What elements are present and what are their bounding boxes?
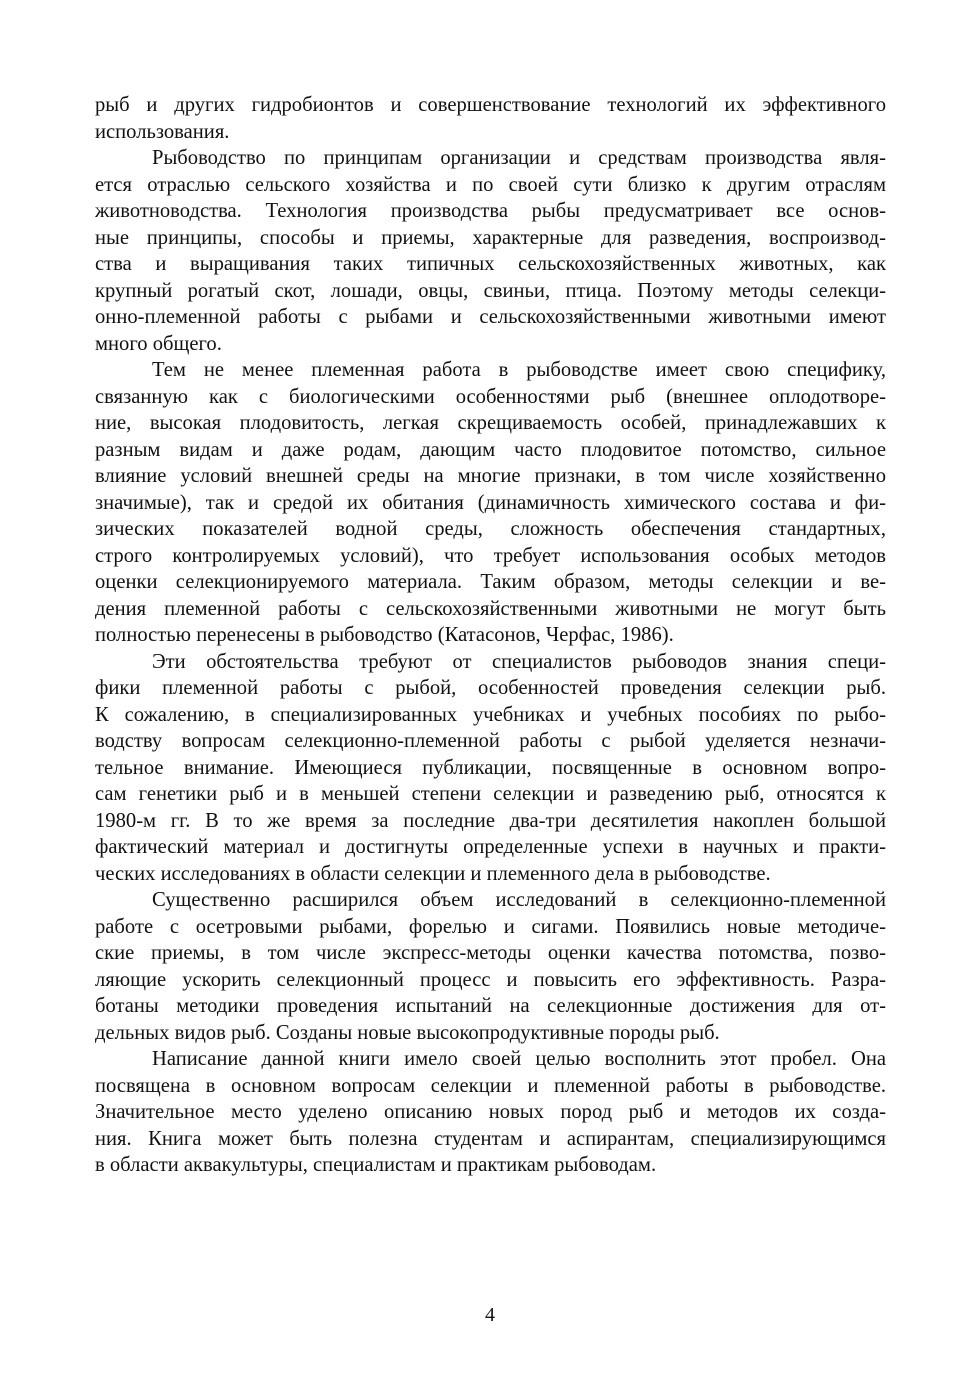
text-line: водству вопросам селекционно-племенной работы с рыбой уделяется незначи- bbox=[95, 730, 886, 752]
text-line: оценки селекционируемого материала. Таким образом, методы селекции и ве- bbox=[95, 571, 886, 593]
text-line: посвящена в основном вопросам селекции и племенной работы в рыбоводстве. bbox=[95, 1074, 886, 1097]
text-line: крупный рогатый скот, лошади, овцы, свиньи, птица. Поэтому методы селекци- bbox=[95, 279, 886, 302]
text-line: дельных видов рыб. Созданы новые высокопродуктивные породы рыб. bbox=[95, 1021, 720, 1044]
body-text bbox=[95, 92, 886, 1179]
paragraph bbox=[95, 1046, 886, 1179]
page-number: 4 bbox=[485, 1304, 495, 1326]
text-line: в области аквакультуры, специалистам и практикам рыбоводам. bbox=[95, 1154, 657, 1176]
text-line: Существенно расширился объем исследований в селекционно-племенной bbox=[152, 889, 886, 911]
text-line: Эти обстоятельства требуют от специалистов рыбоводов знания специ- bbox=[152, 650, 886, 673]
text-line: ства и выращивания таких типичных сельскохозяйственных животных, как bbox=[95, 253, 886, 275]
text-line: полностью перенесены в рыбоводство (Катасонов, Черфас, 1986). bbox=[95, 624, 674, 646]
text-line: много общего. bbox=[95, 332, 222, 355]
text-line: ботаны методики проведения испытаний на селекционные достижения для от- bbox=[95, 995, 886, 1017]
text-line: ния. Книга может быть полезна студентам и аспирантам, специализирующимся bbox=[95, 1127, 886, 1150]
text-line: сам генетики рыб и в меньшей степени селекции и разведению рыб, относятся к bbox=[95, 783, 886, 805]
text-line: значимые), так и средой их обитания (динамичность химического состава и фи- bbox=[95, 491, 886, 514]
text-line: ские приемы, в том числе экспресс-методы оценки качества потомства, позво- bbox=[95, 942, 886, 964]
text-line: использования. bbox=[95, 120, 230, 143]
text-line: рыб и других гидробионтов и совершенствование технологий их эффективного bbox=[95, 94, 886, 116]
text-line: тельное внимание. Имеющиеся публикации, посвященные в основном вопро- bbox=[95, 756, 886, 779]
text-line: разным видам и даже родам, дающим часто плодовитое потомство, сильное bbox=[95, 438, 886, 461]
paragraph bbox=[95, 145, 886, 357]
paragraph bbox=[95, 92, 886, 145]
text-line: фактический материал и достигнуты определенные успехи в научных и практи- bbox=[95, 836, 886, 858]
text-line: связанную как с биологическими особенностями рыб (внешнее оплодотворе- bbox=[95, 385, 886, 408]
text-line: онно-племенной работы с рыбами и сельскохозяйственными животными имеют bbox=[95, 306, 886, 328]
text-line: К сожалению, в специализированных учебниках и учебных пособиях по рыбо- bbox=[95, 703, 886, 726]
text-line: Значительное место уделено описанию новых пород рыб и методов их созда- bbox=[95, 1101, 886, 1123]
text-line: ляющие ускорить селекционный процесс и повысить его эффективность. Разра- bbox=[95, 968, 886, 991]
text-line: зических показателей водной среды, сложность обеспечения стандартных, bbox=[95, 518, 886, 540]
paragraph bbox=[95, 887, 886, 1046]
text-line: Тем не менее племенная работа в рыбоводстве имеет свою специфику, bbox=[152, 359, 886, 381]
text-line: фики племенной работы с рыбой, особенностей проведения селекции рыб. bbox=[95, 677, 886, 699]
text-line: влияние условий внешней среды на многие признаки, в том числе хозяйственно bbox=[95, 465, 886, 487]
text-line: Написание данной книги имело своей целью восполнить этот пробел. Она bbox=[152, 1048, 886, 1070]
text-line: ческих исследованиях в области селекции и племенного дела в рыбоводстве. bbox=[95, 862, 771, 885]
text-line: 1980-м гг. В то же время за последние два-три десятилетия накоплен большой bbox=[95, 809, 886, 832]
text-line: Рыбоводство по принципам организации и средствам производства явля- bbox=[152, 147, 886, 169]
text-line: ется отраслью сельского хозяйства и по своей сути близко к другим отраслям bbox=[95, 173, 886, 196]
text-line: животноводства. Технология производства рыбы предусматривает все основ- bbox=[95, 200, 886, 222]
paragraph bbox=[95, 357, 886, 649]
text-line: дения племенной работы с сельскохозяйственными животными не могут быть bbox=[95, 597, 886, 620]
text-line: работе с осетровыми рыбами, форелью и сигами. Появились новые методиче- bbox=[95, 915, 886, 938]
paragraph bbox=[95, 649, 886, 888]
text-line: ние, высокая плодовитость, легкая скрещиваемость особей, принадлежавших к bbox=[95, 412, 886, 434]
text-line: строго контролируемых условий), что требует использования особых методов bbox=[95, 544, 886, 567]
text-line: ные принципы, способы и приемы, характерные для разведения, воспроизвод- bbox=[95, 226, 886, 249]
